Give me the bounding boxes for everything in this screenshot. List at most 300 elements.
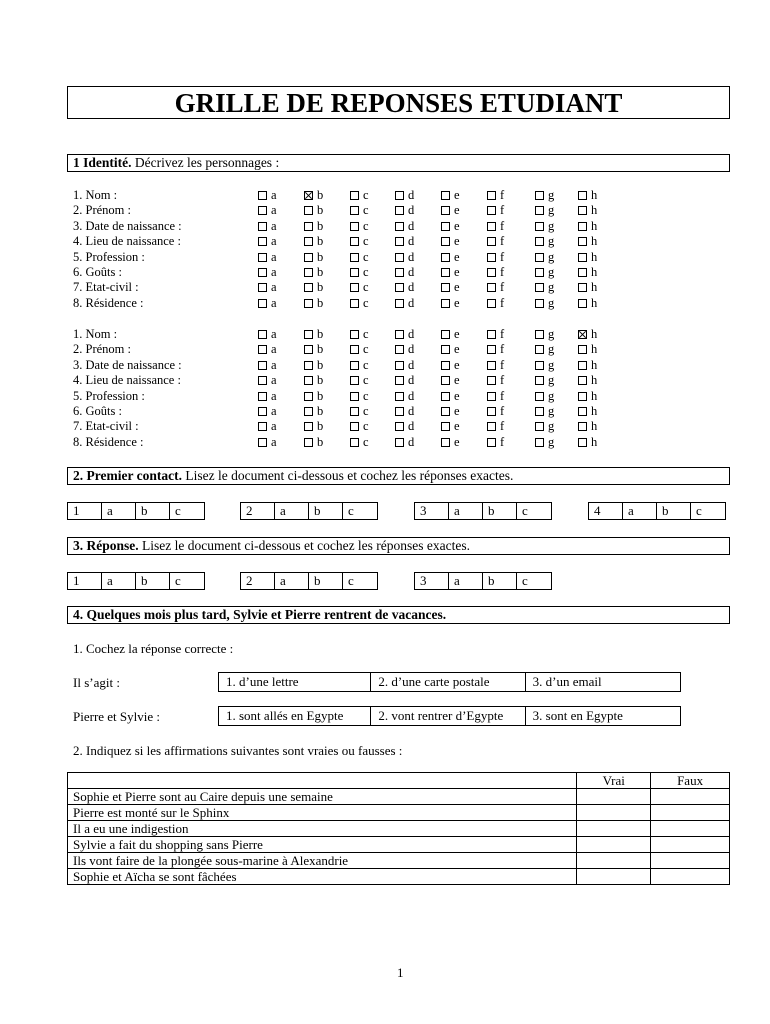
checked-checkbox-icon[interactable] [578,330,587,339]
faux-cell[interactable] [651,821,730,837]
answer-option[interactable]: b [483,573,517,589]
option-e[interactable] [441,280,460,295]
checkbox-icon[interactable] [395,330,404,339]
checkbox-icon[interactable] [395,345,404,354]
option-f[interactable] [487,389,504,404]
option-b[interactable] [304,265,323,280]
option-e[interactable] [441,327,460,342]
checkbox-icon[interactable] [535,191,544,200]
vrai-cell[interactable] [577,869,651,885]
checkbox-icon[interactable] [350,206,359,215]
answer-option[interactable]: c [348,503,354,518]
option-h[interactable] [578,419,597,434]
option-h[interactable] [578,219,597,234]
checkbox-icon[interactable] [578,299,587,308]
checkbox-icon[interactable] [258,191,267,200]
checkbox-icon[interactable] [258,438,267,447]
checkbox-icon[interactable] [258,237,267,246]
option-f[interactable] [487,203,504,218]
option-h[interactable] [578,234,597,249]
option-c[interactable] [350,296,369,311]
option-c[interactable] [350,327,369,342]
option-g[interactable] [535,404,554,419]
checkbox-icon[interactable] [395,206,404,215]
checkbox-icon[interactable] [350,376,359,385]
answer-option[interactable]: a [275,503,309,519]
option-b[interactable] [304,234,323,249]
checkbox-icon[interactable] [578,191,587,200]
option-e[interactable] [441,219,460,234]
checkbox-icon[interactable] [395,438,404,447]
option-h[interactable] [578,250,597,265]
checkbox-icon[interactable] [350,361,359,370]
checkbox-icon[interactable] [304,422,313,431]
option-g[interactable] [535,234,554,249]
checkbox-icon[interactable] [487,283,496,292]
option-c[interactable] [350,250,369,265]
option-a[interactable] [258,327,277,342]
option-g[interactable] [535,265,554,280]
answer-option[interactable]: a [449,503,483,519]
option-h[interactable] [578,342,597,357]
checkbox-icon[interactable] [395,268,404,277]
option-c[interactable] [350,265,369,280]
checkbox-icon[interactable] [258,361,267,370]
checkbox-icon[interactable] [578,407,587,416]
checkbox-icon[interactable] [350,283,359,292]
option-g[interactable] [535,327,554,342]
answer-option[interactable]: b [309,503,343,519]
option-a[interactable] [258,296,277,311]
option-g[interactable] [535,358,554,373]
answer-option[interactable]: b [657,503,691,519]
choice-option[interactable]: 2. d’une carte postale [371,673,525,691]
checkbox-icon[interactable] [487,299,496,308]
checkbox-icon[interactable] [304,222,313,231]
option-e[interactable] [441,373,460,388]
option-c[interactable] [350,419,369,434]
faux-cell[interactable] [651,837,730,853]
checkbox-icon[interactable] [487,222,496,231]
option-a[interactable] [258,219,277,234]
option-d[interactable] [395,296,414,311]
option-b[interactable] [304,342,323,357]
checkbox-icon[interactable] [441,299,450,308]
option-d[interactable] [395,234,414,249]
checkbox-icon[interactable] [578,392,587,401]
checkbox-icon[interactable] [487,330,496,339]
checkbox-icon[interactable] [350,407,359,416]
checkbox-icon[interactable] [487,392,496,401]
checkbox-icon[interactable] [487,376,496,385]
option-f[interactable] [487,404,504,419]
checkbox-icon[interactable] [535,206,544,215]
checkbox-icon[interactable] [441,392,450,401]
option-label: e [454,295,460,310]
checkbox-icon[interactable] [535,253,544,262]
option-b[interactable] [304,296,323,311]
checked-checkbox-icon[interactable] [304,191,313,200]
checkbox-icon[interactable] [350,191,359,200]
option-a[interactable] [258,435,277,450]
checkbox-icon[interactable] [487,237,496,246]
vrai-cell[interactable] [577,789,651,805]
answer-option[interactable]: a [275,573,309,589]
option-b[interactable] [304,188,323,203]
checkbox-icon[interactable] [578,345,587,354]
checkbox-icon[interactable] [535,345,544,354]
checkbox-icon[interactable] [258,283,267,292]
checkbox-icon[interactable] [304,376,313,385]
checkbox-icon[interactable] [441,253,450,262]
option-a[interactable] [258,265,277,280]
option-c[interactable] [350,342,369,357]
option-h[interactable] [578,327,597,342]
option-b[interactable] [304,203,323,218]
option-e[interactable] [441,265,460,280]
checkbox-icon[interactable] [258,376,267,385]
identity-row [0,358,770,373]
checkbox-icon[interactable] [395,422,404,431]
option-h[interactable] [578,404,597,419]
checkbox-icon[interactable] [304,361,313,370]
checkbox-icon[interactable] [304,438,313,447]
option-h[interactable] [578,373,597,388]
option-c[interactable] [350,203,369,218]
checkbox-icon[interactable] [395,237,404,246]
checkbox-icon[interactable] [395,222,404,231]
checkbox-icon[interactable] [535,392,544,401]
checkbox-icon[interactable] [350,330,359,339]
faux-cell[interactable] [651,853,730,869]
checkbox-icon[interactable] [350,299,359,308]
option-a[interactable] [258,419,277,434]
checkbox-icon[interactable] [441,345,450,354]
checkbox-icon[interactable] [535,438,544,447]
option-f[interactable] [487,435,504,450]
option-e[interactable] [441,296,460,311]
option-g[interactable] [535,419,554,434]
option-f[interactable] [487,280,504,295]
checkbox-icon[interactable] [441,407,450,416]
option-f[interactable] [487,327,504,342]
checkbox-icon[interactable] [304,283,313,292]
checkbox-icon[interactable] [487,361,496,370]
option-h[interactable] [578,265,597,280]
vrai-cell[interactable] [577,853,651,869]
checkbox-icon[interactable] [350,422,359,431]
checkbox-icon[interactable] [441,222,450,231]
checkbox-icon[interactable] [441,422,450,431]
checkbox-icon[interactable] [578,422,587,431]
answer-option[interactable]: b [136,503,170,519]
checkbox-icon[interactable] [304,268,313,277]
answer-option[interactable]: a [449,573,483,589]
option-d[interactable] [395,327,414,342]
option-e[interactable] [441,404,460,419]
option-g[interactable] [535,250,554,265]
checkbox-icon[interactable] [535,422,544,431]
checkbox-icon[interactable] [441,330,450,339]
option-f[interactable] [487,188,504,203]
checkbox-icon[interactable] [258,222,267,231]
option-g[interactable] [535,203,554,218]
checkbox-icon[interactable] [350,222,359,231]
checkbox-icon[interactable] [441,361,450,370]
option-b[interactable] [304,389,323,404]
option-e[interactable] [441,389,460,404]
option-f[interactable] [487,358,504,373]
answer-option[interactable]: a [102,573,136,589]
answer-option[interactable]: c [522,573,528,588]
checkbox-icon[interactable] [578,206,587,215]
option-h[interactable] [578,296,597,311]
checkbox-icon[interactable] [304,407,313,416]
answer-option[interactable]: c [348,573,354,588]
checkbox-icon[interactable] [258,268,267,277]
checkbox-icon[interactable] [535,237,544,246]
choice-option[interactable]: 3. sont en Egypte [532,708,623,723]
option-d[interactable] [395,250,414,265]
checkbox-icon[interactable] [441,438,450,447]
checkbox-icon[interactable] [350,438,359,447]
answer-option[interactable]: c [175,503,181,518]
checkbox-icon[interactable] [487,438,496,447]
option-h[interactable] [578,358,597,373]
checkbox-icon[interactable] [258,299,267,308]
option-b[interactable] [304,404,323,419]
option-h[interactable] [578,389,597,404]
option-c[interactable] [350,280,369,295]
checkbox-icon[interactable] [441,283,450,292]
checkbox-icon[interactable] [304,237,313,246]
option-b[interactable] [304,327,323,342]
option-e[interactable] [441,250,460,265]
option-a[interactable] [258,234,277,249]
checkbox-icon[interactable] [258,330,267,339]
option-d[interactable] [395,373,414,388]
faux-cell[interactable] [651,805,730,821]
checkbox-icon[interactable] [487,422,496,431]
checkbox-icon[interactable] [304,299,313,308]
option-d[interactable] [395,404,414,419]
checkbox-icon[interactable] [395,253,404,262]
option-d[interactable] [395,358,414,373]
option-d[interactable] [395,435,414,450]
option-f[interactable] [487,234,504,249]
checkbox-icon[interactable] [441,191,450,200]
checkbox-icon[interactable] [441,206,450,215]
option-f[interactable] [487,373,504,388]
option-d[interactable] [395,419,414,434]
option-a[interactable] [258,358,277,373]
vrai-cell[interactable] [577,821,651,837]
option-f[interactable] [487,419,504,434]
option-a[interactable] [258,188,277,203]
option-a[interactable] [258,389,277,404]
faux-cell[interactable] [651,789,730,805]
vrai-cell[interactable] [577,837,651,853]
checkbox-icon[interactable] [304,253,313,262]
checkbox-icon[interactable] [535,361,544,370]
checkbox-icon[interactable] [578,283,587,292]
checkbox-icon[interactable] [487,253,496,262]
checkbox-icon[interactable] [535,299,544,308]
option-h[interactable] [578,203,597,218]
checkbox-icon[interactable] [441,237,450,246]
checkbox-icon[interactable] [350,237,359,246]
option-c[interactable] [350,404,369,419]
option-e[interactable] [441,203,460,218]
option-e[interactable] [441,234,460,249]
checkbox-icon[interactable] [258,206,267,215]
option-f[interactable] [487,296,504,311]
checkbox-icon[interactable] [578,438,587,447]
option-b[interactable] [304,280,323,295]
option-c[interactable] [350,358,369,373]
checkbox-icon[interactable] [258,407,267,416]
option-h[interactable] [578,435,597,450]
checkbox-icon[interactable] [304,345,313,354]
checkbox-icon[interactable] [304,330,313,339]
option-g[interactable] [535,342,554,357]
checkbox-icon[interactable] [487,345,496,354]
checkbox-icon[interactable] [441,376,450,385]
option-c[interactable] [350,435,369,450]
option-d[interactable] [395,280,414,295]
option-f[interactable] [487,250,504,265]
checkbox-icon[interactable] [395,376,404,385]
option-a[interactable] [258,280,277,295]
checkbox-icon[interactable] [350,268,359,277]
choice-option[interactable]: 1. sont allés en Egypte [219,707,371,725]
checkbox-icon[interactable] [535,376,544,385]
answer-option[interactable]: b [136,573,170,589]
option-a[interactable] [258,404,277,419]
identity-row [0,296,770,311]
checkbox-icon[interactable] [304,206,313,215]
vrai-cell[interactable] [577,805,651,821]
answer-option[interactable]: c [522,503,528,518]
option-d[interactable] [395,203,414,218]
checkbox-icon[interactable] [258,392,267,401]
option-g[interactable] [535,296,554,311]
option-f[interactable] [487,342,504,357]
option-label: h [591,249,598,264]
answer-option[interactable]: c [696,503,702,518]
checkbox-icon[interactable] [395,283,404,292]
option-b[interactable] [304,358,323,373]
option-a[interactable] [258,342,277,357]
option-d[interactable] [395,265,414,280]
option-f[interactable] [487,265,504,280]
checkbox-icon[interactable] [535,222,544,231]
option-h[interactable] [578,280,597,295]
checkbox-icon[interactable] [350,253,359,262]
option-e[interactable] [441,342,460,357]
checkbox-icon[interactable] [578,361,587,370]
option-d[interactable] [395,188,414,203]
checkbox-icon[interactable] [395,361,404,370]
option-d[interactable] [395,389,414,404]
checkbox-icon[interactable] [258,345,267,354]
choice-option[interactable]: 2. vont rentrer d’Egypte [371,707,525,725]
checkbox-icon[interactable] [395,299,404,308]
checkbox-icon[interactable] [487,191,496,200]
checkbox-icon[interactable] [350,345,359,354]
option-b[interactable] [304,435,323,450]
option-d[interactable] [395,342,414,357]
checkbox-icon[interactable] [535,407,544,416]
option-e[interactable] [441,435,460,450]
option-g[interactable] [535,435,554,450]
checkbox-icon[interactable] [578,237,587,246]
checkbox-icon[interactable] [350,392,359,401]
option-g[interactable] [535,373,554,388]
choice-option[interactable]: 3. d’un email [532,674,602,689]
checkbox-icon[interactable] [395,407,404,416]
checkbox-icon[interactable] [578,376,587,385]
option-a[interactable] [258,250,277,265]
option-g[interactable] [535,389,554,404]
option-g[interactable] [535,219,554,234]
table-row [68,789,730,805]
option-c[interactable] [350,234,369,249]
checkbox-icon[interactable] [578,253,587,262]
checkbox-icon[interactable] [258,422,267,431]
checkbox-icon[interactable] [487,268,496,277]
option-c[interactable] [350,389,369,404]
checkbox-icon[interactable] [578,222,587,231]
option-f[interactable] [487,219,504,234]
answer-option[interactable]: a [623,503,657,519]
option-a[interactable] [258,373,277,388]
option-b[interactable] [304,219,323,234]
answer-option[interactable]: b [483,503,517,519]
option-b[interactable] [304,373,323,388]
checkbox-icon[interactable] [487,206,496,215]
option-d[interactable] [395,219,414,234]
checkbox-icon[interactable] [258,253,267,262]
option-e[interactable] [441,188,460,203]
option-e[interactable] [441,358,460,373]
option-c[interactable] [350,219,369,234]
checkbox-icon[interactable] [487,407,496,416]
checkbox-icon[interactable] [304,392,313,401]
checkbox-icon[interactable] [535,283,544,292]
answer-option[interactable]: c [175,573,181,588]
option-g[interactable] [535,280,554,295]
checkbox-icon[interactable] [395,191,404,200]
option-h[interactable] [578,188,597,203]
faux-cell[interactable] [651,869,730,885]
option-c[interactable] [350,188,369,203]
choice-option[interactable]: 1. d’une lettre [219,673,371,691]
option-a[interactable] [258,203,277,218]
option-b[interactable] [304,419,323,434]
option-c[interactable] [350,373,369,388]
answer-option[interactable]: a [102,503,136,519]
checkbox-icon[interactable] [535,330,544,339]
checkbox-icon[interactable] [441,268,450,277]
option-e[interactable] [441,419,460,434]
option-g[interactable] [535,188,554,203]
option-b[interactable] [304,250,323,265]
answer-option[interactable]: b [309,573,343,589]
checkbox-icon[interactable] [578,268,587,277]
checkbox-icon[interactable] [395,392,404,401]
checkbox-icon[interactable] [535,268,544,277]
